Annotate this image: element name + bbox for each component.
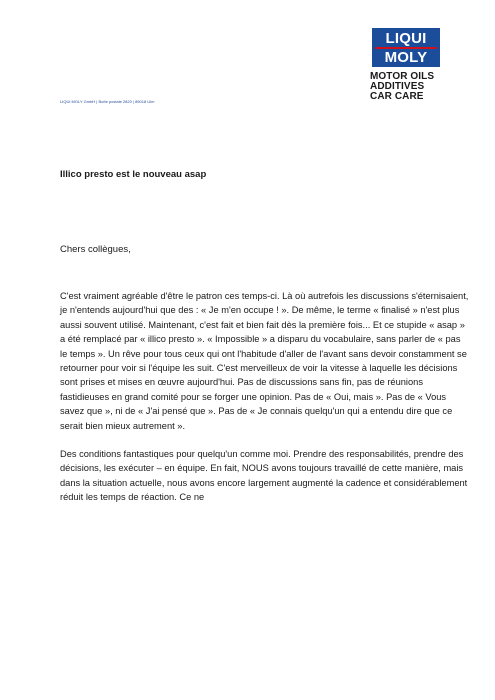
body-paragraph: Des conditions fantastiques pour quelqu'un comme moi. Prendre des responsabilités, prendre des décisions, les exécuter – en équipe. En fait, NOUS avons toujours travaillé de cette manière, mais dans la situation actuelle, nous avons encore largement augmenté la cadence et considérablement réduit les temps de réaction. Ce ne [60, 449, 468, 503]
tagline-line: MOTOR OILS [370, 71, 435, 82]
logo-tagline [370, 72, 470, 102]
logo-brand-line1: LIQUI [385, 30, 427, 47]
salutation: Chers collègues, [60, 244, 131, 255]
body-paragraph: C'est vraiment agréable d'être le patron ces temps-ci. Là où autrefois les discussions s'éternisaient, je n'entends aujourd'hui que des : « Je m'en occupe ! ». De même, le terme « finalisé » n'est plus aussi souvent utilisé. Maintenant, c'est fait et bien fait dès la première fois... Et ce stupide « asap » a été remplacé par « illico presto ». « Impossible » a disparu du vocabulaire, sans parler de « pas le temps ». Un rêve pour tous ceux qui ont l'habitude d'aller de l'avant sans devoir constamment se retourner pour voir si l'équipe les suit. C'est merveilleux de voir la vitesse à laquelle les décisions sont prises et mises en œuvre aujourd'hui. Pas de discussions sans fin, pas de réunions fastidieuses en grand comité pour se forger une opinion. Pas de « Oui, mais ». Pas de « Vous savez que », ni de « J'ai pensé que ». Pas de « Je connais quelqu'un qui a entendu dire que ce serait bien mieux autrement ». [60, 291, 469, 431]
liqui-moly-logo [370, 28, 470, 102]
sender-address: LIQUI MOLY GmbH | Boîte postale 2820 | 89018 Ulm [60, 99, 155, 104]
letter-body [60, 289, 470, 519]
tagline-line: ADDITIVES [370, 81, 425, 92]
tagline-line: CAR CARE [370, 91, 424, 102]
logo-brand-line2: MOLY [384, 49, 428, 66]
letter-title: Illico presto est le nouveau asap [60, 169, 207, 180]
logo-brand-box [372, 28, 440, 67]
